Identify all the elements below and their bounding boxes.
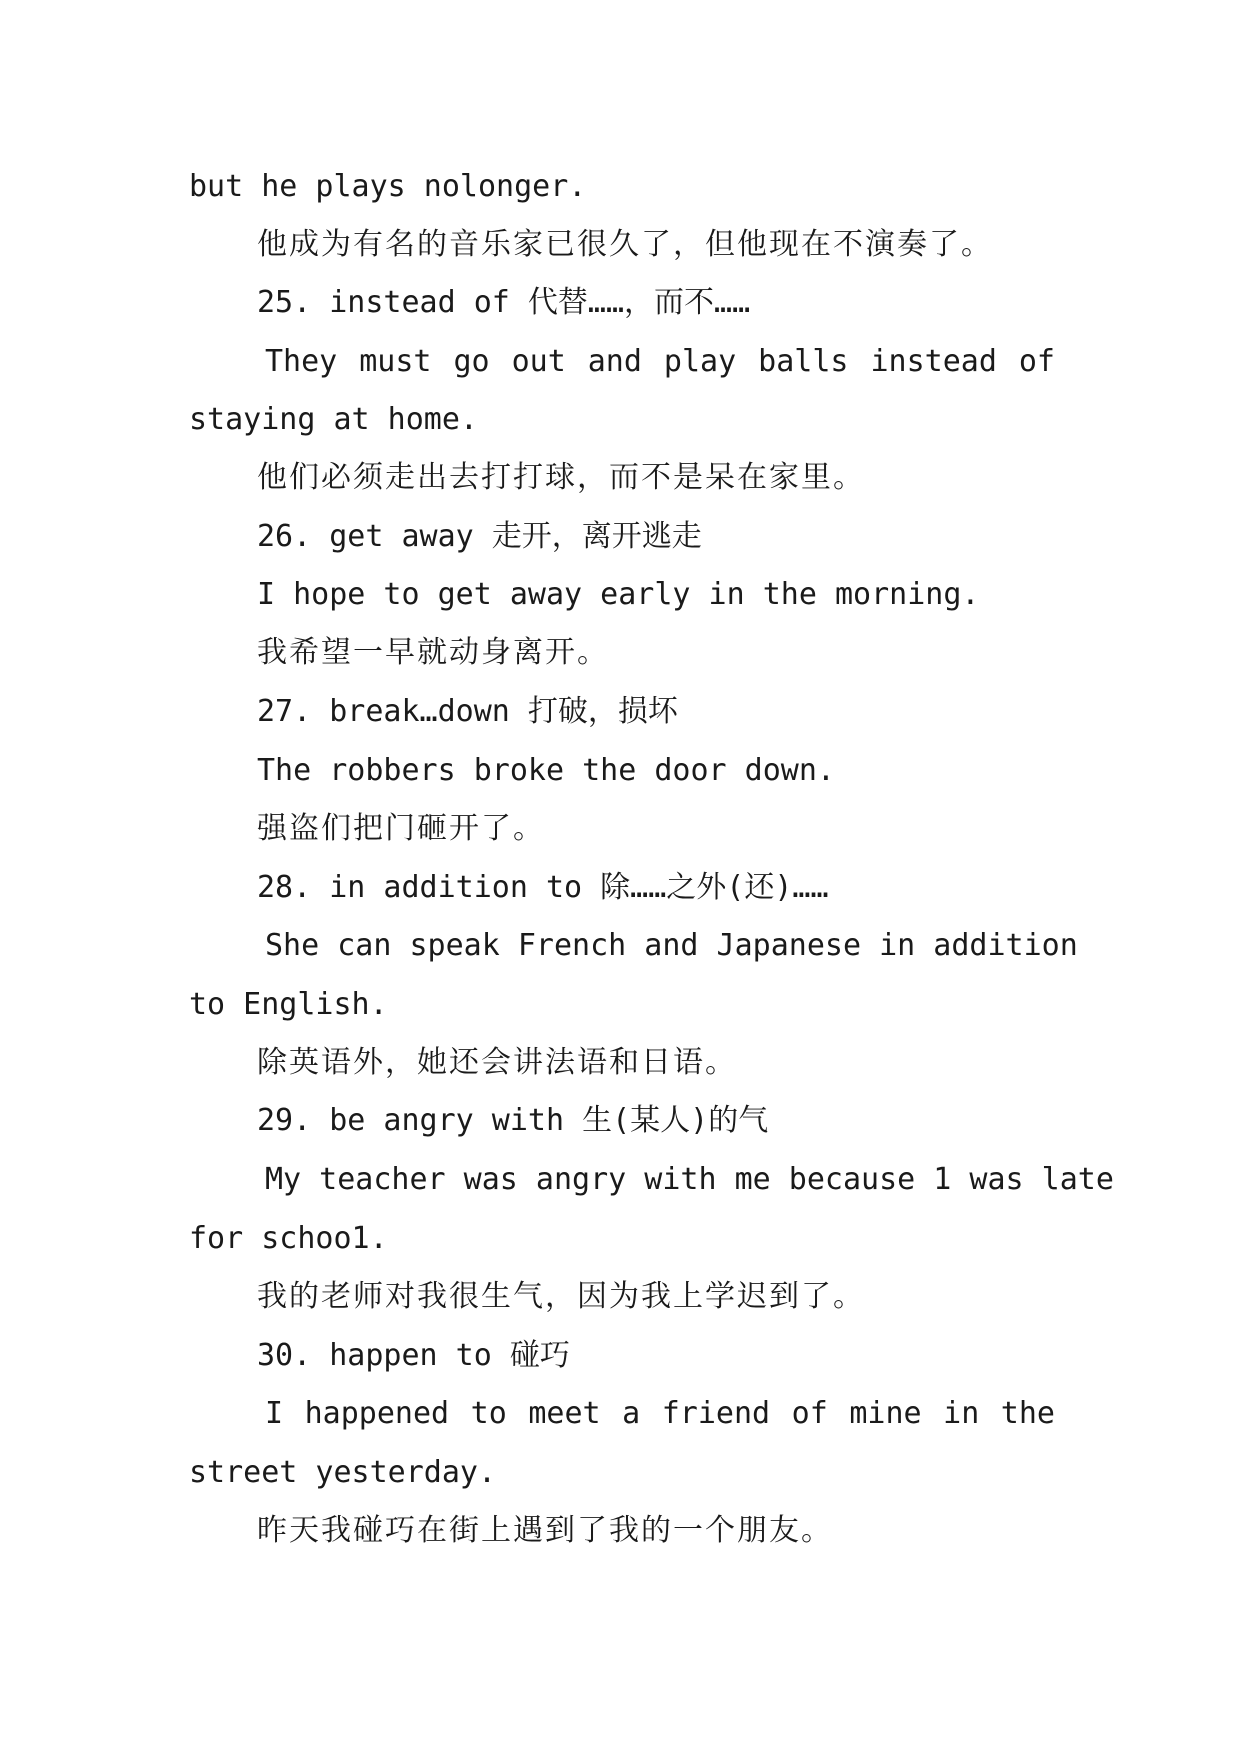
text-line: but he plays nolonger.	[189, 169, 587, 204]
example-sentence: I hope to get away early in the morning.	[257, 577, 980, 612]
text-line-translation: 他们必须走出去打打球，而不是呆在家里。	[257, 460, 865, 495]
example-sentence-continued: staying at home.	[189, 402, 478, 437]
entry-heading-27: 27. break…down 打破，损坏	[257, 694, 678, 729]
example-sentence: She can speak French and Japanese in addition	[265, 928, 1078, 963]
example-sentence-continued: for schoo1.	[189, 1221, 388, 1256]
entry-heading-25: 25. instead of 代替……，而不……	[257, 285, 751, 320]
text-line-translation: 除英语外，她还会讲法语和日语。	[257, 1045, 737, 1080]
entry-heading-29: 29. be angry with 生(某人)的气	[257, 1103, 769, 1138]
text-line-translation: 我的老师对我很生气，因为我上学迟到了。	[257, 1279, 865, 1314]
text-line-translation: 我希望一早就动身离开。	[257, 635, 609, 670]
entry-heading-28: 28. in addition to 除……之外(还)……	[257, 870, 829, 905]
example-sentence: The robbers broke the door down.	[257, 753, 835, 788]
example-sentence: They must go out and play balls instead of	[265, 344, 1055, 379]
text-line-translation: 昨天我碰巧在街上遇到了我的一个朋友。	[257, 1513, 833, 1548]
example-sentence: My teacher was angry with me because 1 was late	[265, 1162, 1114, 1197]
text-line-translation: 强盗们把门砸开了。	[257, 811, 545, 846]
example-sentence: I happened to meet a friend of mine in the	[265, 1396, 1055, 1431]
example-sentence-continued: street yesterday.	[189, 1455, 497, 1490]
entry-heading-26: 26. get away 走开，离开逃走	[257, 519, 702, 554]
text-line-translation: 他成为有名的音乐家已很久了，但他现在不演奏了。	[257, 227, 993, 262]
example-sentence-continued: to English.	[189, 987, 388, 1022]
entry-heading-30: 30. happen to 碰巧	[257, 1338, 570, 1373]
